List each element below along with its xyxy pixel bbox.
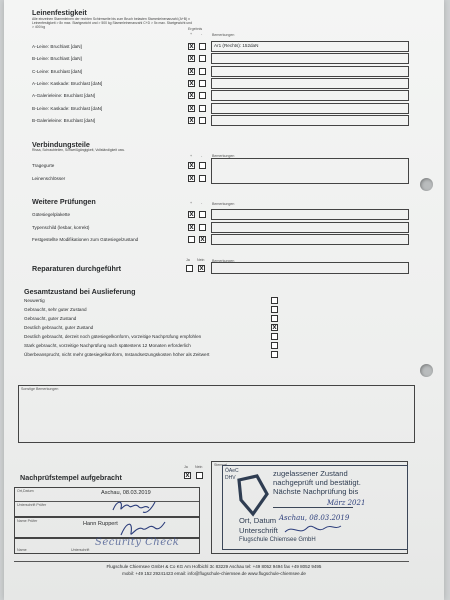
- leinen-minus-checkbox[interactable]: [199, 43, 206, 50]
- footer-line2: mobil: +49 152 29241423 email: info@flugschule-chiemsee.de www.flugschule-chiemsee.de: [122, 571, 306, 576]
- verbindung-row-label: Tragegurte: [32, 163, 55, 168]
- stamp-ort-value: Aschau, 08.03.2019: [279, 514, 350, 522]
- leinen-remarks-field[interactable]: [211, 53, 409, 64]
- ort-datum-value: Aschau, 08.03.2019: [101, 490, 151, 496]
- name-pruefer-box: [14, 517, 200, 538]
- leinen-minus-checkbox[interactable]: [199, 80, 206, 87]
- section-title-weitere: Weitere Prüfungen: [32, 197, 96, 206]
- leinen-minus-checkbox[interactable]: [199, 105, 206, 112]
- nein-header: Nein: [195, 465, 203, 469]
- footer-line1: Flugschule Chiemsee GmbH & Co KG Am Hofbichl 3c 83229 Aschau tel: +49 8052 9494 fax +49 8052 9495: [106, 564, 322, 569]
- ergebnis-header: Ergebnis: [188, 27, 203, 31]
- sonstige-bemerkungen-box[interactable]: [18, 385, 415, 443]
- weitere-plus-checkbox[interactable]: [188, 236, 195, 243]
- name-pruefer-value: Hann Ruppert: [83, 521, 118, 527]
- leinen-remarks-field[interactable]: [211, 103, 409, 114]
- gesamt-row-label: Überbeansprucht, nicht mehr gütesiegelkonform, Instandsetzungskosten höher als Zeitwert: [24, 352, 210, 357]
- minus-header: -: [201, 32, 203, 36]
- leinen-remarks-field[interactable]: [211, 90, 409, 101]
- weitere-row-label: Typenschild (lesbar, korrekt): [32, 224, 90, 230]
- nachpruef-nein-checkbox[interactable]: [196, 472, 203, 479]
- gesamt-checkbox[interactable]: [271, 315, 278, 322]
- stamp-company: Flugschule Chiemsee GmbH: [239, 537, 316, 543]
- leinen-remarks-field[interactable]: Ar1 (Rechts): 152daN: [211, 41, 409, 52]
- name-signature-icon: [119, 519, 167, 539]
- verbindung-minus-checkbox[interactable]: [199, 162, 206, 169]
- section-title-verbindung: Verbindungsteile: [32, 140, 90, 149]
- weitere-row-label: Festgestellte Modifikationen zum Gütesiegelzustand: [32, 237, 139, 242]
- minus-header: -: [201, 154, 203, 158]
- ort-datum-label: Ort,Datum: [17, 489, 34, 493]
- leinen-row-label: A-Galerieleine: Bruchlast [daN]: [32, 93, 96, 99]
- plus-header: +: [190, 201, 193, 205]
- pruefer-signature-icon: [111, 496, 157, 516]
- gesamt-checkbox[interactable]: [271, 297, 278, 304]
- leinen-row-label: A-Leine: Kaskade: Bruchlast [daN]: [32, 80, 103, 86]
- weitere-plus-checkbox[interactable]: X: [189, 224, 194, 231]
- nein-header: Nein: [197, 258, 205, 262]
- leinen-plus-checkbox[interactable]: X: [189, 68, 194, 75]
- gesamt-row-label: Gebraucht, guter Zustand: [24, 316, 77, 321]
- section-title-nachpruef: Nachprüfstempel aufgebracht: [20, 473, 122, 482]
- stempel-label: Stempel: [214, 463, 228, 467]
- remarks-header: Bemerkungen: [212, 259, 235, 263]
- leinen-row-label: B-Leine: Bruchlast [daN]: [32, 56, 82, 62]
- leinen-minus-checkbox[interactable]: [199, 68, 206, 75]
- leinen-row-label: C-Leine: Bruchlast [daN]: [32, 68, 83, 74]
- section-title-reparaturen: Reparaturen durchgeführt: [32, 264, 122, 273]
- remarks-header: Bemerkungen: [212, 154, 235, 158]
- leinen-remarks-field[interactable]: [211, 66, 409, 77]
- gesamt-checkbox[interactable]: [271, 342, 278, 349]
- stamp-line2: nachgeprüft und bestätigt.: [273, 478, 361, 487]
- sonstige-label: Sonstige Bemerkungen: [21, 387, 59, 391]
- weitere-remarks-field[interactable]: [211, 222, 409, 233]
- leinen-row-label: B-Leine: Kaskade: Bruchlast [daN]: [32, 105, 103, 111]
- leinen-plus-checkbox[interactable]: X: [189, 44, 194, 50]
- stamp-signature-icon: [283, 520, 343, 538]
- nachpruef-ja-checkbox[interactable]: X: [185, 473, 190, 479]
- verbindung-minus-checkbox[interactable]: [199, 175, 206, 182]
- document-page: [4, 0, 444, 600]
- stamp-unterschrift: Unterschrift: [239, 526, 278, 535]
- weitere-minus-checkbox[interactable]: [199, 224, 206, 231]
- verbindung-row-label: Leinenschlösser: [32, 176, 66, 181]
- gesamt-row-label: Deutlich gebraucht, guter Zustand: [24, 325, 94, 330]
- stamp-line3: Nächste Nachprüfung bis: [273, 487, 359, 496]
- leinen-remarks-field[interactable]: [211, 115, 409, 126]
- section-title-leinen: Leinenfestigkeit: [32, 8, 87, 17]
- leinen-row-label: A-Leine: Bruchlast [daN]: [32, 44, 82, 49]
- weitere-row-label: Gütesiegelplakette: [32, 212, 71, 217]
- leinen-plus-checkbox[interactable]: X: [189, 105, 194, 112]
- leinen-plus-checkbox[interactable]: X: [189, 117, 194, 124]
- gesamt-row-label: Deutlich gebraucht, derzeit noch gütesiegelkonform, vorzeitige Nachprüfung empfohlen: [24, 334, 202, 339]
- leinen-minus-checkbox[interactable]: [199, 55, 206, 62]
- verbindung-plus-checkbox[interactable]: X: [189, 163, 194, 169]
- leinen-row-label: B-Galerieleine: Bruchlast [daN]: [32, 117, 96, 123]
- weitere-remarks-field[interactable]: [211, 234, 409, 245]
- reparaturen-remarks-box[interactable]: [211, 262, 409, 274]
- gesamt-row-label: Stark gebraucht, vorzeitige Nachprüfung nach spätestens 12 Monaten erforderlich: [24, 343, 191, 348]
- weitere-minus-checkbox[interactable]: X: [200, 237, 205, 243]
- minus-header: -: [201, 201, 203, 205]
- security-check-stamp: Security Check: [95, 537, 180, 548]
- remarks-header: Bemerkungen: [212, 202, 235, 206]
- unterschrift-pruefer-label: Unterschrift Prüfer: [17, 503, 47, 507]
- verbindung-plus-checkbox[interactable]: X: [189, 176, 194, 182]
- gesamt-checkbox[interactable]: [271, 333, 278, 340]
- stamp-line1: zugelassener Zustand: [273, 469, 348, 478]
- remarks-header: Bemerkungen: [212, 33, 235, 37]
- stamp-org2: DHV: [225, 475, 236, 481]
- weitere-remarks-field[interactable]: [211, 209, 409, 220]
- unterschrift-label: Unterschrift: [71, 548, 90, 552]
- stamp-org1: ÖAeC: [225, 468, 239, 474]
- reparaturen-ja-checkbox[interactable]: [186, 265, 193, 272]
- leinen-description: Alle einzelnen Stammleinen der rechten Schirmseite bis zum Bruch belasten Stammleinenanzahl (A+B) x Leinenfestigkeit > 8x max. Startgewicht und > 500 kg Stammleinenanzahl C+D > 5x max. Startgewicht und > 400 kg: [32, 17, 193, 29]
- name-label: Name: [17, 548, 27, 552]
- leinen-minus-checkbox[interactable]: [199, 117, 206, 124]
- dhv-stamp: [222, 465, 408, 550]
- leinen-plus-checkbox[interactable]: X: [189, 80, 194, 87]
- stamp-next-date: März 2021: [327, 499, 366, 507]
- section-title-gesamt: Gesamtzustand bei Auslieferung: [24, 287, 136, 296]
- weitere-minus-checkbox[interactable]: [199, 211, 206, 218]
- ort-datum-box: [14, 487, 200, 517]
- stamp-ort-label: Ort, Datum: [239, 516, 277, 525]
- verbindung-remarks-box: [211, 158, 409, 184]
- ja-header: Ja: [184, 465, 188, 469]
- leinen-plus-checkbox[interactable]: X: [189, 93, 194, 100]
- weitere-plus-checkbox[interactable]: X: [189, 212, 194, 218]
- dhv-logo-icon: [235, 474, 271, 518]
- reparaturen-nein-checkbox[interactable]: X: [199, 266, 204, 272]
- name-unterschrift-box: [14, 538, 200, 554]
- leinen-minus-checkbox[interactable]: [199, 92, 206, 99]
- verbindung-description: Rissa, Schraubteilen, Schweißgängigkeit, Vollständigkeit usw.: [32, 148, 125, 152]
- name-pruefer-label: Name Prüfer: [17, 519, 38, 523]
- punch-hole-top: [420, 178, 433, 191]
- punch-hole-bottom: [420, 364, 433, 377]
- gesamt-checkbox[interactable]: X: [272, 325, 277, 331]
- leinen-remarks-field[interactable]: [211, 78, 409, 89]
- plus-header: +: [190, 32, 193, 36]
- plus-header: +: [190, 154, 193, 158]
- gesamt-row-label: Neuwertig: [24, 298, 45, 303]
- gesamt-row-label: Gebraucht, sehr guter Zustand: [24, 307, 87, 312]
- leinen-plus-checkbox[interactable]: X: [189, 56, 194, 63]
- gesamt-checkbox[interactable]: [271, 306, 278, 313]
- ja-header: Ja: [186, 258, 190, 262]
- gesamt-checkbox[interactable]: [271, 351, 278, 358]
